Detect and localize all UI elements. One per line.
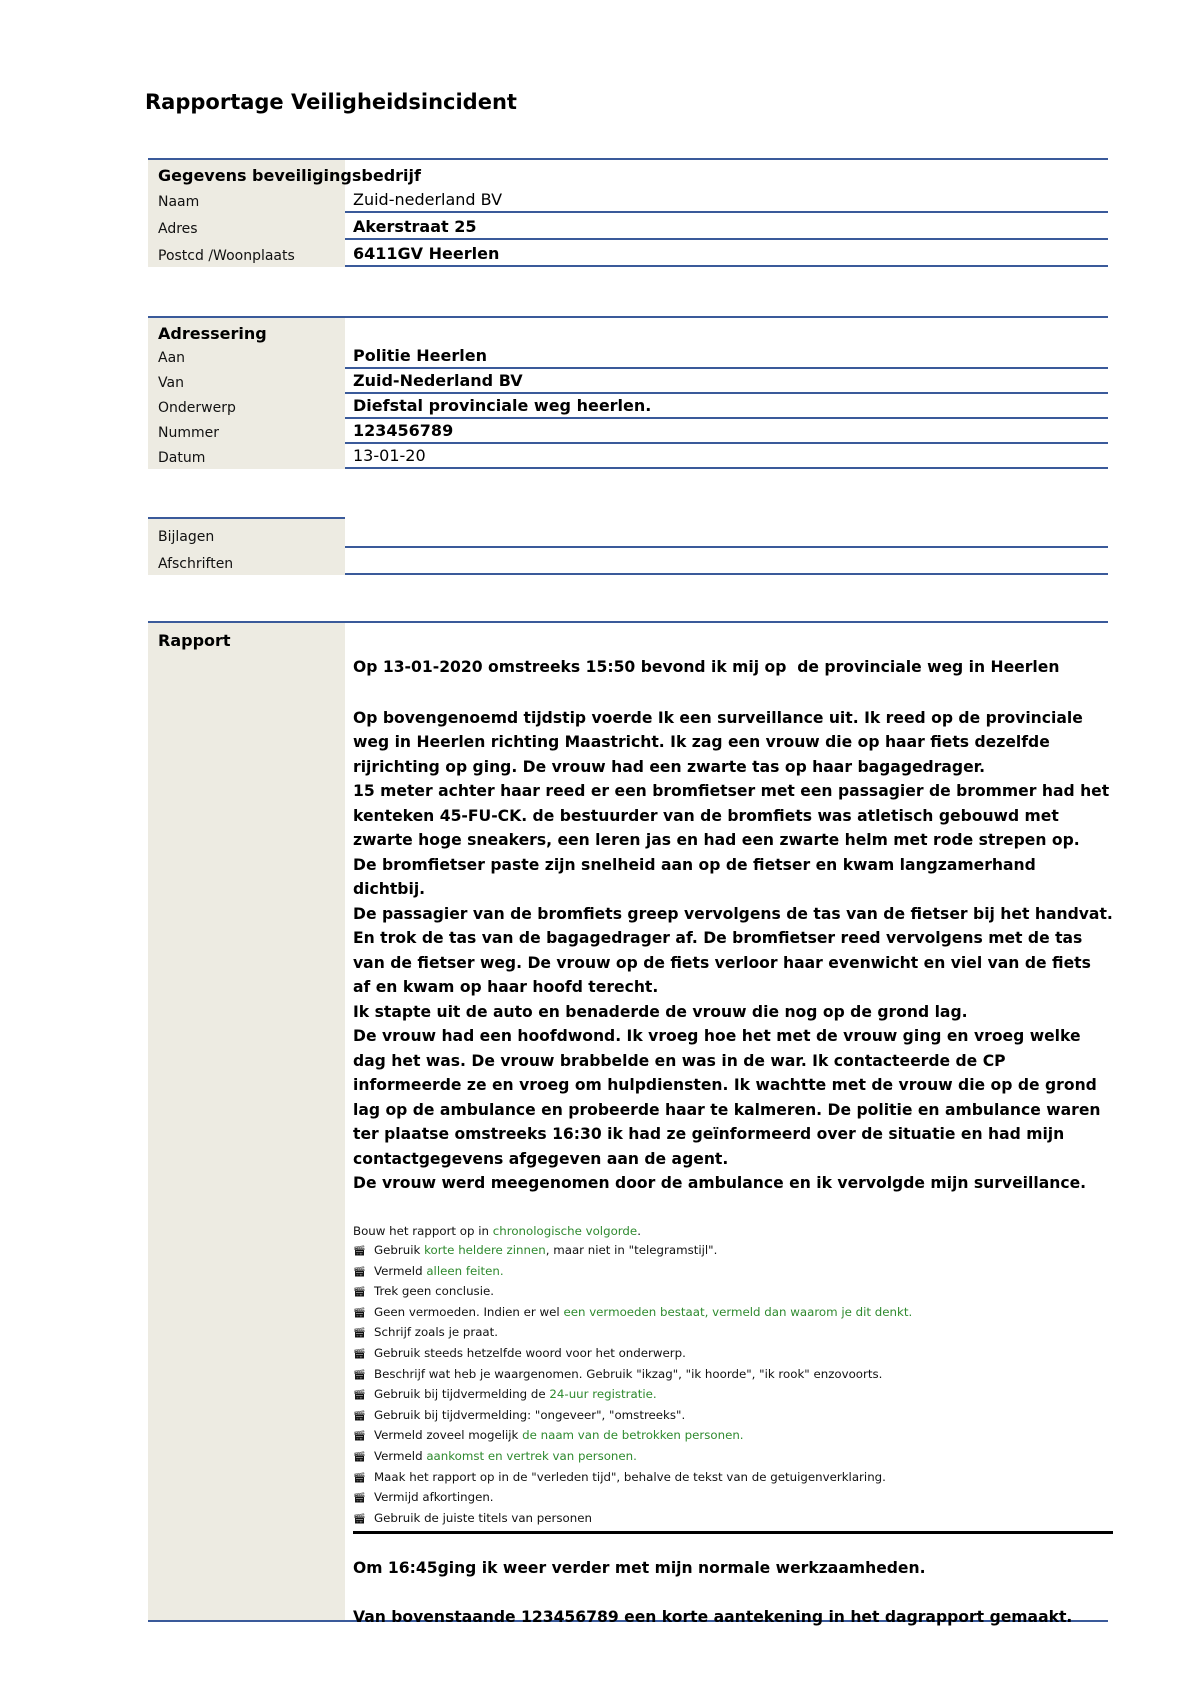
field-value: Zuid-Nederland BV [353, 371, 523, 390]
field-value: Akerstraat 25 [353, 217, 477, 236]
tip-item: 🎬︎ Gebruik bij tijdvermelding: "ongeveer", "omstreeks". [353, 1406, 1113, 1427]
field-row-afschriften [148, 548, 1108, 575]
field-value: Politie Heerlen [353, 346, 487, 365]
field-row-aan [148, 344, 1108, 369]
field-label: Van [158, 375, 184, 391]
clapperboard-icon: 🎬︎ [353, 1287, 366, 1299]
tip-list [353, 1241, 1113, 1529]
field-label: Aan [158, 350, 186, 366]
field-label: Bijlagen [158, 529, 215, 545]
section-header [148, 160, 1108, 186]
tip-item: 🎬︎ Beschrijf wat heb je waargenomen. Gebruik "ikzag", "ik hoorde", "ik rook" enzovoorts. [353, 1365, 1113, 1386]
report-section [148, 621, 1113, 1626]
field-label: Adres [158, 221, 198, 237]
field-label: Postcd /Woonplaats [158, 248, 295, 264]
field-row-nummer [148, 419, 1108, 444]
clapperboard-icon: 🎬︎ [353, 1266, 366, 1278]
field-row-van [148, 369, 1108, 394]
field-label: Onderwerp [158, 400, 236, 416]
field-value: Zuid-nederland BV [353, 190, 503, 209]
field-row-onderwerp [148, 394, 1108, 419]
clapperboard-icon: 🎬︎ [353, 1390, 366, 1402]
tip-item: 🎬︎ Gebruik bij tijdvermelding de 24-uur registratie. [353, 1385, 1113, 1406]
clapperboard-icon: 🎬︎ [353, 1349, 366, 1361]
tip-item: 🎬︎ Vermeld aankomst en vertrek van personen. [353, 1447, 1113, 1468]
tip-item: 🎬︎ Gebruik steeds hetzelfde woord voor het onderwerp. [353, 1344, 1113, 1365]
field-row-bijlagen [148, 517, 1108, 548]
field-label: Nummer [158, 425, 219, 441]
field-row-postcode [148, 240, 1108, 267]
section-header [148, 623, 1108, 651]
section-title: Gegevens beveiligingsbedrijf [158, 166, 421, 185]
tip-item: 🎬︎ Gebruik korte heldere zinnen, maar niet in "telegramstijl". [353, 1241, 1113, 1262]
attachments-section [148, 517, 1108, 575]
closing-text [353, 1556, 1113, 1629]
label-column [148, 623, 345, 1620]
clapperboard-icon: 🎬︎ [353, 1307, 366, 1319]
report-intro: Op 13-01-2020 omstreeks 15:50 bevond ik mij op de provinciale weg in Heerlen [353, 658, 1060, 676]
tip-intro: Bouw het rapport op in chronologische volgorde. [353, 1223, 641, 1238]
divider [353, 1531, 1113, 1534]
tip-item: 🎬︎ Gebruik de juiste titels van personen [353, 1509, 1113, 1530]
field-label: Naam [158, 194, 200, 210]
tip-item: 🎬︎ Vermeld zoveel mogelijk de naam van de betrokken personen. [353, 1426, 1113, 1447]
writing-tips [353, 1222, 1113, 1530]
tip-item: 🎬︎ Trek geen conclusie. [353, 1282, 1113, 1303]
section-title: Adressering [158, 324, 267, 343]
report-text: Op bovengenoemd tijdstip voerde Ik een surveillance uit. Ik reed op de provinciale weg in Heerlen richting Maastricht. Ik zag een vrouw die op haar fiets dezelfde rijrichting op ging. De vrouw had een zwarte tas op haar bagagedrager. 15 meter achter haar reed er een bromfietser met een passagier de brommer had het kenteken 45-FU-CK. de bestuurder van de bromfiets was atletisch gebouwd met zwarte hoge sneakers, een leren jas en had een zwarte helm met rode strepen op. De bromfietser paste zijn snelheid aan op de fietser en kwam langzamerhand dichtbij. De passagier van de bromfiets greep vervolgens de tas van de fietser bij het handvat. En trok de tas van de bagagedrager af. De bromfietser reed vervolgens met de tas van de fietser weg. De vrouw op de fiets verloor haar evenwicht en viel van de fiets af en kwam op haar hoofd terecht. Ik stapte uit de auto en benaderde de vrouw die nog op de grond lag. De vrouw had een hoofdwond. Ik vroeg hoe het met de vrouw ging en vroeg welke dag het was. De vrouw brabbelde en was in de war. Ik contacteerde de CP informeerde ze en vroeg om hulpdiensten. Ik wachtte met de vrouw die op de grond lag op de ambulance en probeerde haar te kalmeren. De politie en ambulance waren ter plaatse omstreeks 16:30 ik had ze geïnformeerd over de situatie en had mijn contactgegevens afgegeven aan de agent. De vrouw werd meegenomen door de ambulance en ik vervolgde mijn surveillance. [353, 708, 1113, 1192]
clapperboard-icon: 🎬︎ [353, 1431, 366, 1443]
clapperboard-icon: 🎬︎ [353, 1452, 366, 1464]
clapperboard-icon: 🎬︎ [353, 1328, 366, 1340]
field-value: Diefstal provinciale weg heerlen. [353, 396, 652, 415]
field-value: 6411GV Heerlen [353, 244, 500, 263]
clapperboard-icon: 🎬︎ [353, 1369, 366, 1381]
clapperboard-icon: 🎬︎ [353, 1493, 366, 1505]
field-value: 123456789 [353, 421, 454, 440]
field-label: Afschriften [158, 556, 234, 572]
clapperboard-icon: 🎬︎ [353, 1513, 366, 1525]
closing-line-1: Om 16:45ging ik weer verder met mijn normale werkzaamheden. [353, 1559, 926, 1578]
company-section [148, 158, 1108, 267]
clapperboard-icon: 🎬︎ [353, 1246, 366, 1258]
tip-item: 🎬︎ Vermeld alleen feiten. [353, 1262, 1113, 1283]
tip-item: 🎬︎ Geen vermoeden. Indien er wel een vermoeden bestaat, vermeld dan waarom je dit denkt. [353, 1303, 1113, 1324]
clapperboard-icon: 🎬︎ [353, 1410, 366, 1422]
clapperboard-icon: 🎬︎ [353, 1472, 366, 1484]
tip-item: 🎬︎ Maak het rapport op in de "verleden tijd", behalve de tekst van de getuigenverklaring. [353, 1468, 1113, 1489]
field-row-datum [148, 444, 1108, 469]
report-body [353, 651, 1113, 1629]
section-title: Rapport [158, 631, 231, 650]
field-row-naam [148, 186, 1108, 213]
field-row-adres [148, 213, 1108, 240]
section-header [148, 318, 1108, 344]
page-title: Rapportage Veiligheidsincident [145, 90, 517, 114]
field-label: Datum [158, 450, 206, 466]
field-value: 13-01-20 [353, 446, 426, 465]
tip-item: 🎬︎ Vermijd afkortingen. [353, 1488, 1113, 1509]
tip-item: 🎬︎ Schrijf zoals je praat. [353, 1323, 1113, 1344]
address-section [148, 316, 1108, 469]
closing-line-2: Van bovenstaande 123456789 een korte aantekening in het dagrapport gemaakt. [353, 1607, 1073, 1626]
